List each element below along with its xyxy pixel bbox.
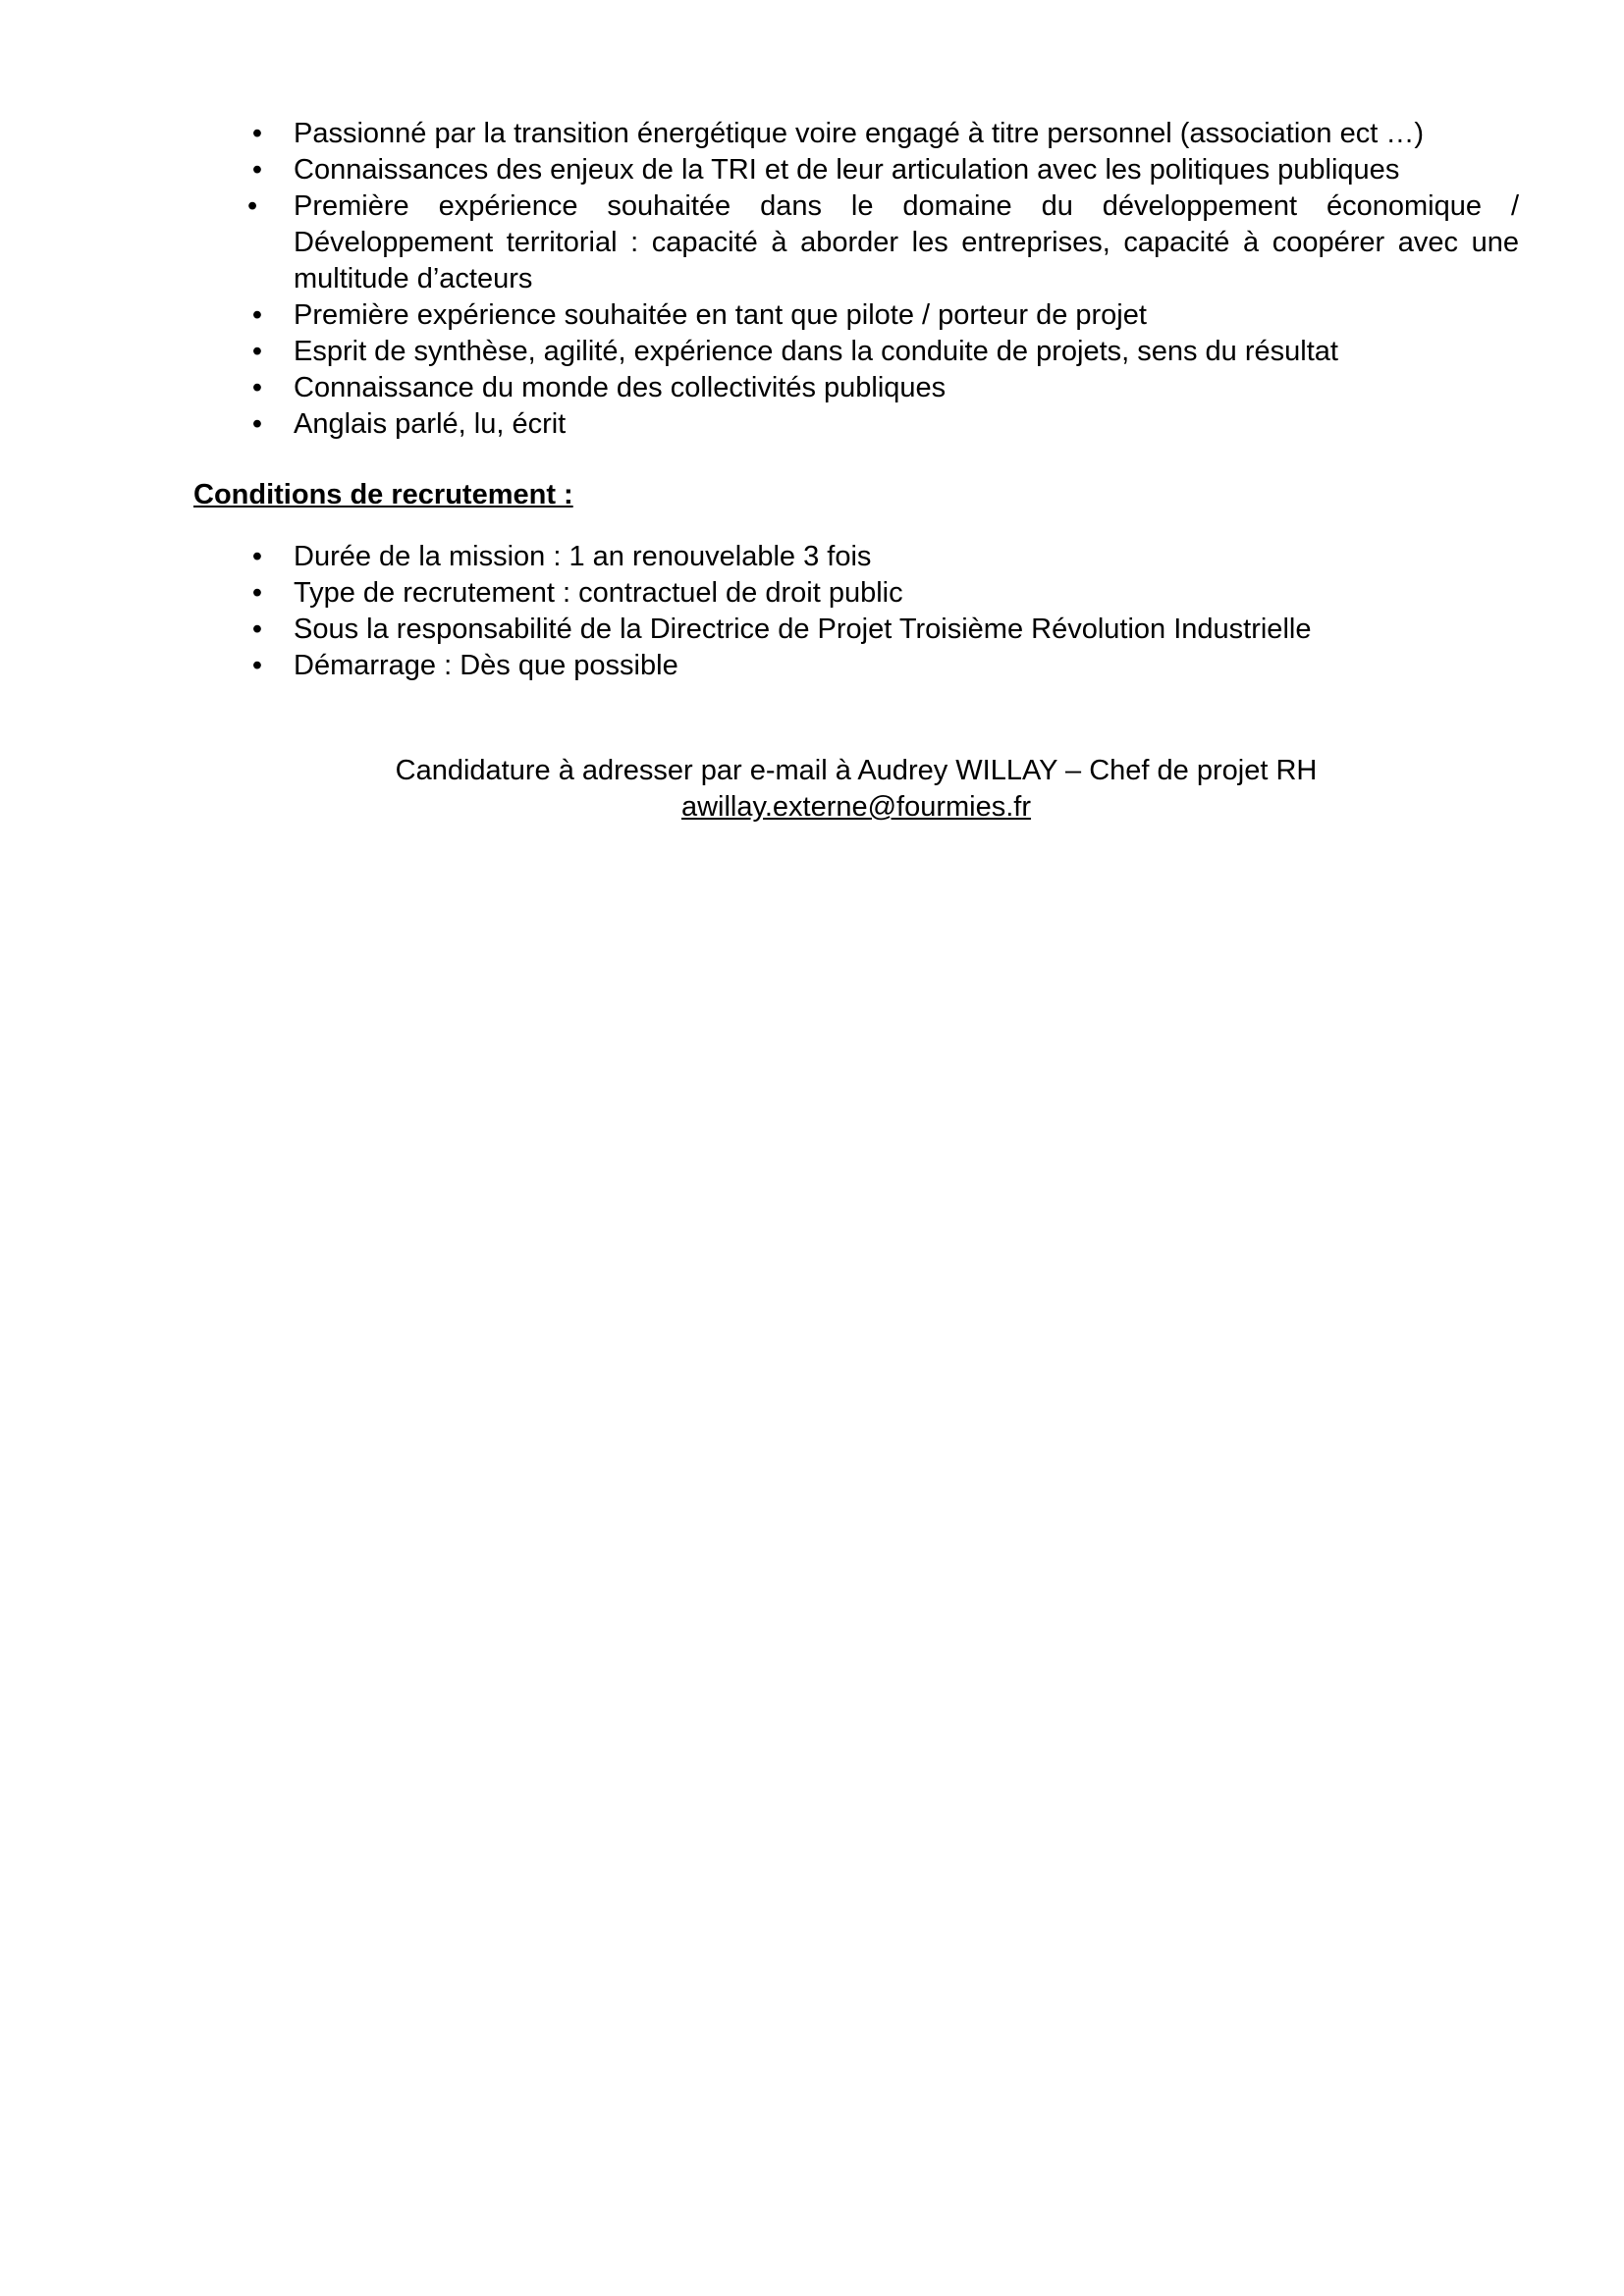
- list-item: [193, 575, 1519, 612]
- list-item: [193, 188, 1519, 297]
- profile-list: [193, 116, 1519, 443]
- bullet-icon: •: [251, 336, 263, 367]
- list-item: [193, 116, 1519, 152]
- bullet-icon: •: [251, 541, 263, 572]
- list-item-text: Première expérience souhaitée dans le domaine du développement économique / Développement territorial : capacité à aborder les entreprises, capacité à coopérer avec une multitude d’acteurs: [294, 190, 1519, 294]
- contact-email-link[interactable]: awillay.externe@fourmies.fr: [680, 791, 1032, 823]
- bullet-icon: •: [251, 372, 263, 403]
- bullet-icon: •: [251, 577, 263, 609]
- bullet-icon: •: [251, 614, 263, 645]
- bullet-icon: •: [251, 650, 263, 681]
- list-item-text: Démarrage : Dès que possible: [294, 650, 678, 681]
- list-item: [193, 370, 1519, 406]
- conditions-list: [193, 539, 1519, 684]
- list-item-text: Anglais parlé, lu, écrit: [294, 408, 567, 440]
- list-item: [193, 612, 1519, 648]
- bullet-icon: •: [251, 154, 263, 186]
- contact-line: Candidature à adresser par e-mail à Audrey WILLAY – Chef de projet RH: [395, 755, 1318, 786]
- list-item-text: Type de recrutement : contractuel de droit public: [294, 577, 903, 609]
- list-item: [193, 297, 1519, 334]
- list-item: [193, 539, 1519, 575]
- list-item: [193, 334, 1519, 370]
- list-item: [193, 648, 1519, 684]
- bullet-icon: •: [251, 118, 263, 149]
- list-item: [193, 152, 1519, 188]
- list-item-text: Durée de la mission : 1 an renouvelable 3 fois: [294, 541, 872, 572]
- bullet-icon: •: [251, 299, 263, 331]
- list-item-text: Passionné par la transition énergétique voire engagé à titre personnel (association ect …): [294, 118, 1425, 149]
- bullet-icon: •: [251, 408, 263, 440]
- list-item: [193, 406, 1519, 443]
- list-item-text: Connaissance du monde des collectivités publiques: [294, 372, 947, 403]
- conditions-heading: Conditions de recrutement :: [193, 479, 573, 510]
- list-item-text: Connaissances des enjeux de la TRI et de leur articulation avec les politiques publiques: [294, 154, 1400, 186]
- list-item-text: Première expérience souhaitée en tant que pilote / porteur de projet: [294, 299, 1147, 331]
- bullet-icon: •: [247, 190, 258, 222]
- list-item-text: Sous la responsabilité de la Directrice de Projet Troisième Révolution Industrielle: [294, 614, 1312, 645]
- application-contact: [193, 753, 1519, 826]
- document-body: [193, 116, 1519, 684]
- list-item-text: Esprit de synthèse, agilité, expérience dans la conduite de projets, sens du résultat: [294, 336, 1338, 367]
